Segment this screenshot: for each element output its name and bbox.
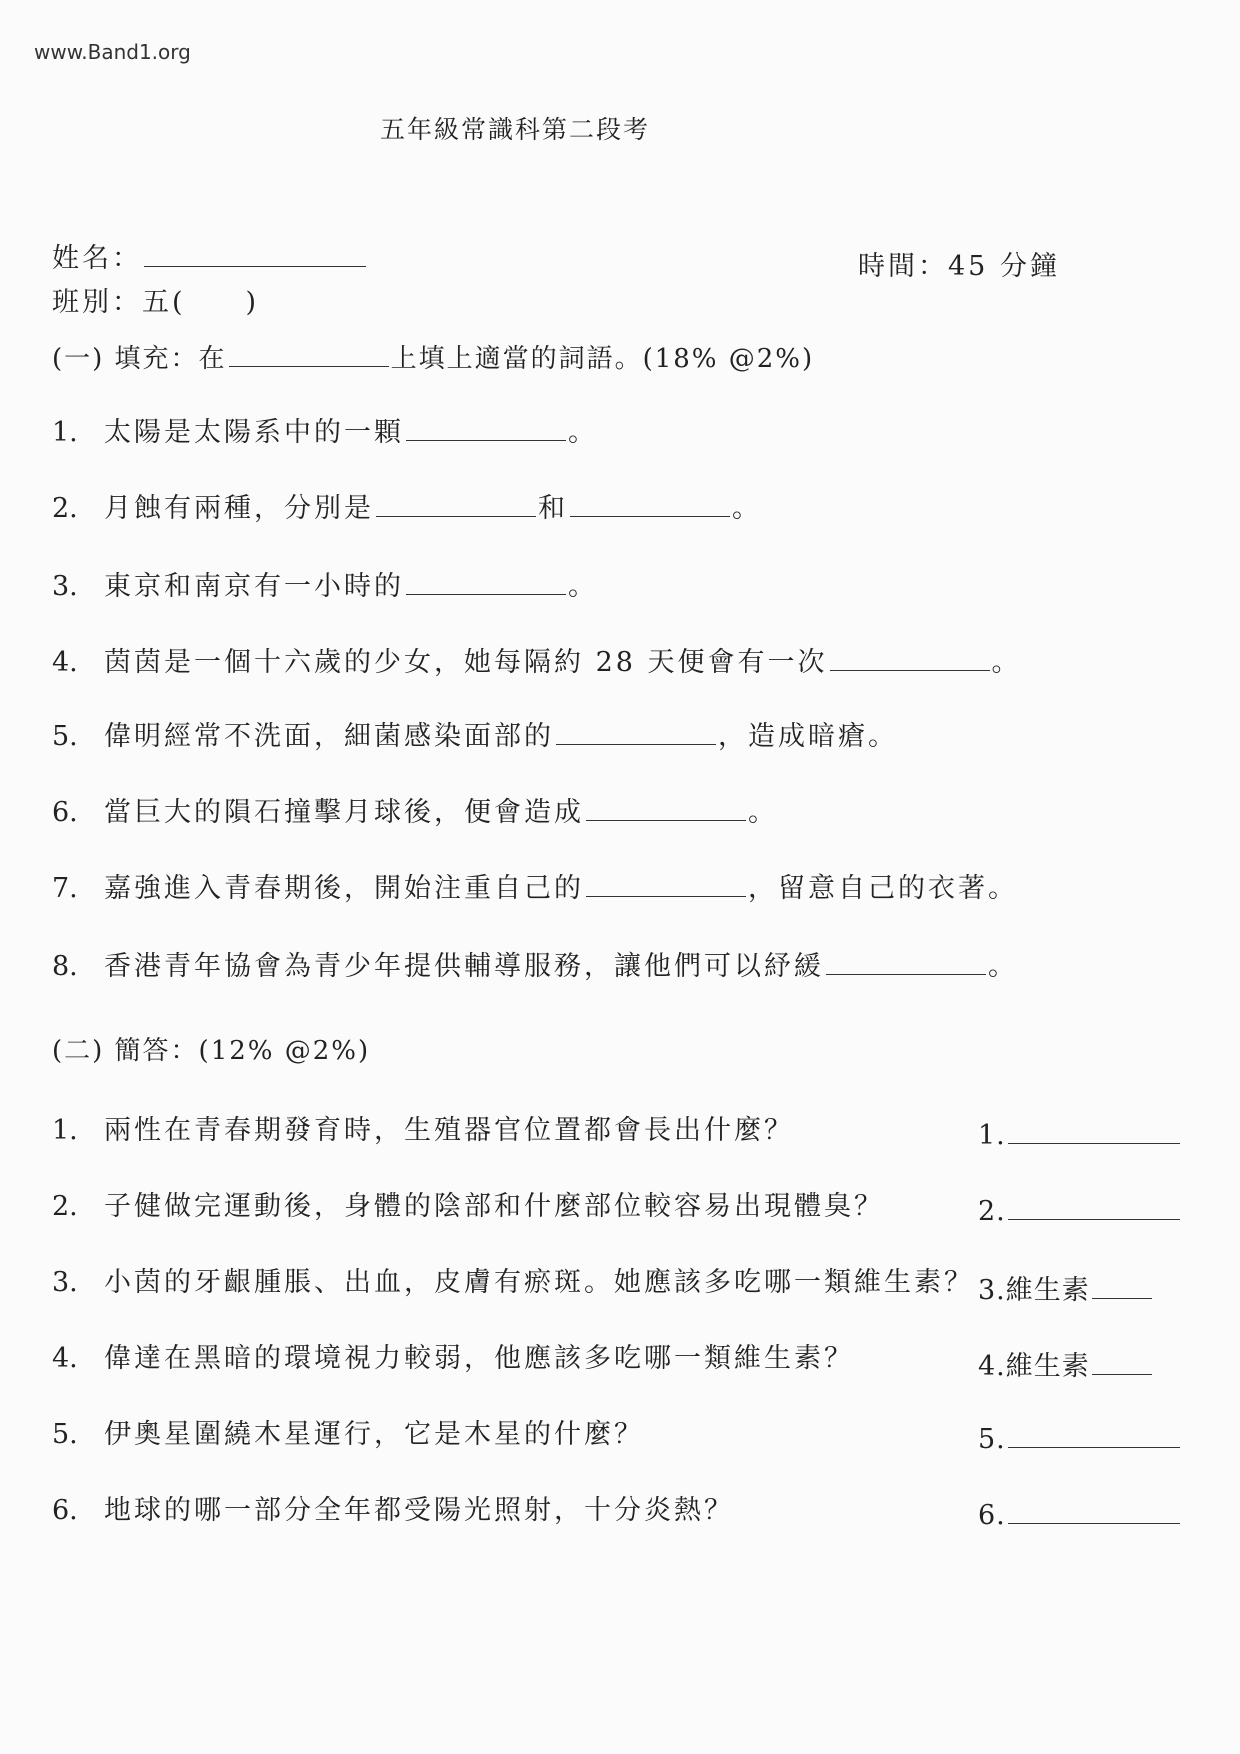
answer-blank[interactable] <box>376 515 536 517</box>
short-question-1 <box>52 1108 794 1147</box>
fill-question-6 <box>52 790 778 829</box>
question-number: 1. <box>52 1115 78 1146</box>
section1-heading <box>52 338 814 375</box>
question-number: 3. <box>52 571 78 602</box>
question-end: 。 <box>991 647 1022 678</box>
site-watermark: www.Band1.org <box>34 40 191 64</box>
answer-label: 3.維生素 <box>978 1275 1090 1306</box>
question-text: 伊奧星圍繞木星運行，它是木星的什麼？ <box>104 1419 644 1450</box>
answer-blank[interactable] <box>830 669 990 671</box>
question-number: 7. <box>52 873 78 904</box>
question-end: 。 <box>568 417 598 448</box>
question-mid: 和 <box>538 493 568 524</box>
answer-blank[interactable] <box>570 515 730 517</box>
short-answer-5 <box>978 1424 1182 1455</box>
question-end: 。 <box>568 571 598 602</box>
section1-heading-pre: (一) 填充：在 <box>52 344 227 374</box>
answer-blank[interactable] <box>586 895 746 897</box>
question-number: 2. <box>52 493 78 524</box>
short-answer-2 <box>978 1196 1182 1227</box>
question-number: 6. <box>52 797 78 828</box>
answer-blank[interactable] <box>826 973 986 975</box>
name-label: 姓名： <box>52 243 142 274</box>
question-number: 4. <box>52 647 78 678</box>
answer-blank[interactable] <box>1092 1297 1152 1299</box>
answer-label: 5. <box>978 1424 1006 1455</box>
section2-heading: (二) 簡答：(12% @2%) <box>52 1036 371 1066</box>
short-answer-6 <box>978 1500 1182 1531</box>
question-number: 4. <box>52 1343 78 1374</box>
answer-blank[interactable] <box>1008 1522 1180 1524</box>
answer-blank[interactable] <box>1008 1142 1180 1144</box>
short-answer-4 <box>978 1344 1154 1383</box>
question-text: 偉明經常不洗面，細菌感染面部的 <box>104 721 554 752</box>
short-answer-3 <box>978 1268 1154 1307</box>
question-text: 東京和南京有一小時的 <box>104 571 404 602</box>
question-text: 當巨大的隕石撞擊月球後，便會造成 <box>104 797 584 828</box>
short-question-6 <box>52 1488 734 1527</box>
answer-blank[interactable] <box>586 819 746 821</box>
question-number: 8. <box>52 951 78 982</box>
question-number: 5. <box>52 721 78 752</box>
section1-heading-post: 上填上適當的詞語。(18% @2%) <box>390 344 815 374</box>
example-blank <box>229 365 389 367</box>
fill-question-8 <box>52 944 1018 983</box>
question-text: 地球的哪一部分全年都受陽光照射，十分炎熱？ <box>104 1495 734 1526</box>
question-end: 。 <box>748 797 778 828</box>
answer-blank[interactable] <box>1092 1373 1152 1375</box>
question-number: 2. <box>52 1191 78 1222</box>
question-end: 。 <box>732 493 762 524</box>
answer-label: 1. <box>978 1120 1006 1151</box>
class-label: 班別：五( ) <box>52 287 260 318</box>
fill-question-2 <box>52 486 762 525</box>
question-number: 1. <box>52 417 78 448</box>
short-answer-1 <box>978 1120 1182 1151</box>
question-text: 茵茵是一個十六歲的少女，她每隔約 28 天便會有一次 <box>104 647 828 678</box>
question-number: 6. <box>52 1495 78 1526</box>
question-text: 子健做完運動後，身體的陰部和什麼部位較容易出現體臭？ <box>104 1191 884 1222</box>
question-text: 偉達在黑暗的環境視力較弱，他應該多吃哪一類維生素？ <box>104 1343 854 1374</box>
answer-blank[interactable] <box>1008 1446 1180 1448</box>
fill-question-3 <box>52 564 598 603</box>
short-question-5 <box>52 1412 644 1451</box>
time-label: 時間：45 分鐘 <box>858 251 1060 282</box>
short-question-3 <box>52 1260 974 1299</box>
question-text: 太陽是太陽系中的一顆 <box>104 417 404 448</box>
fill-question-4 <box>52 640 1022 679</box>
question-text: 兩性在青春期發育時，生殖器官位置都會長出什麼？ <box>104 1115 794 1146</box>
answer-blank[interactable] <box>406 439 566 441</box>
question-text: 小茵的牙齦腫脹、出血，皮膚有瘀斑。她應該多吃哪一類維生素？ <box>104 1267 974 1298</box>
fill-question-7 <box>52 866 1018 905</box>
short-question-2 <box>52 1184 884 1223</box>
answer-label: 2. <box>978 1196 1006 1227</box>
answer-blank[interactable] <box>406 593 566 595</box>
answer-label: 6. <box>978 1500 1006 1531</box>
answer-label: 4.維生素 <box>978 1351 1090 1382</box>
question-end: ，造成暗瘡。 <box>718 721 898 752</box>
question-text: 月蝕有兩種，分別是 <box>104 493 374 524</box>
name-blank[interactable] <box>144 265 366 267</box>
question-text: 香港青年協會為青少年提供輔導服務，讓他們可以紓緩 <box>104 951 824 982</box>
answer-blank[interactable] <box>1008 1218 1180 1220</box>
fill-question-1 <box>52 410 598 449</box>
question-number: 5. <box>52 1419 78 1450</box>
question-text: 嘉強進入青春期後，開始注重自己的 <box>104 873 584 904</box>
answer-blank[interactable] <box>556 743 716 745</box>
fill-question-5 <box>52 714 898 753</box>
name-field <box>52 236 368 275</box>
question-end: 。 <box>988 951 1018 982</box>
question-number: 3. <box>52 1267 78 1298</box>
short-question-4 <box>52 1336 854 1375</box>
question-end: ，留意自己的衣著。 <box>748 873 1018 904</box>
page-title: 五年級常識科第二段考 <box>380 115 651 144</box>
